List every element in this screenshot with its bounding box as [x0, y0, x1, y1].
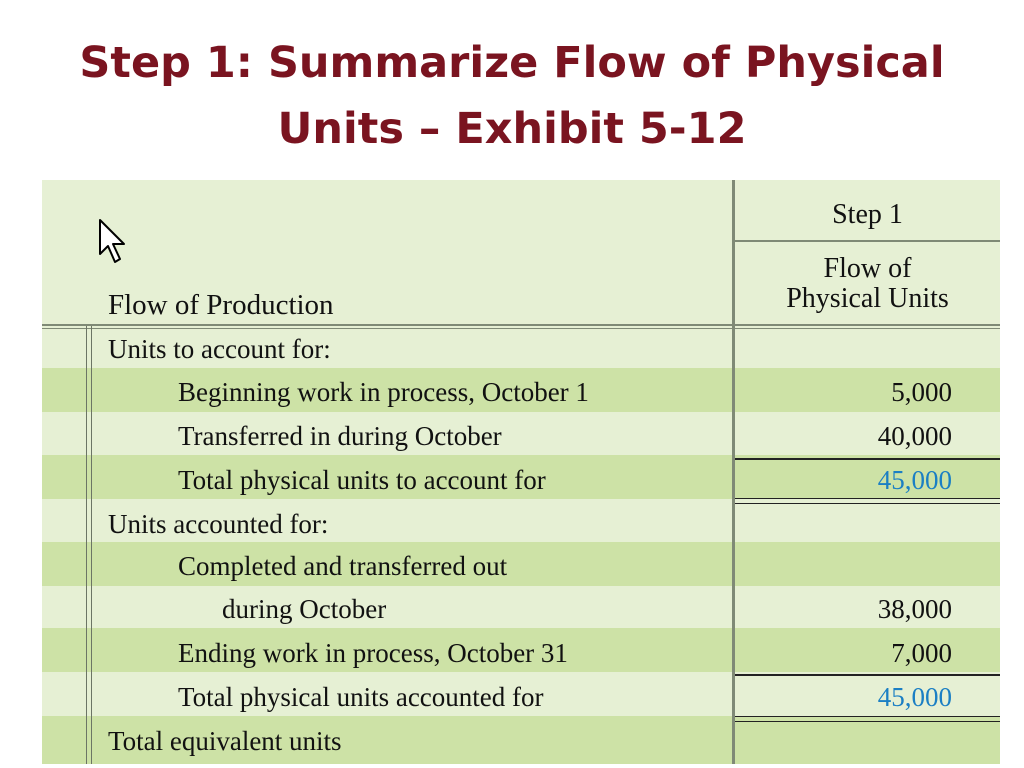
- row-label-total-to-account: Total physical units to account for: [178, 465, 546, 495]
- row-label-units-accounted: Units accounted for:: [108, 509, 329, 539]
- column-header: [735, 254, 1000, 314]
- total-double-rule-1: [735, 498, 1000, 499]
- row-value-transferred-in: 40,000: [877, 421, 952, 451]
- row-value-total-accounted: 45,000: [877, 682, 952, 712]
- row-value-ending-wip: 7,000: [891, 638, 952, 668]
- row-label-completed-transferred: Completed and transferred out: [178, 551, 508, 581]
- row-label-ending-wip: Ending work in process, October 31: [178, 638, 568, 668]
- subtotal-rule: [735, 458, 1000, 460]
- slide-title: [0, 30, 1024, 162]
- row-label-total-equivalent: Total equivalent units: [108, 726, 342, 756]
- slide-title-line-1: Step 1: Summarize Flow of Physical: [79, 38, 945, 88]
- left-rule: [86, 326, 87, 764]
- row-label-transferred-in: Transferred in during October: [178, 421, 502, 451]
- header-bottom-rule-2: [42, 328, 1000, 329]
- row-value-beginning-wip: 5,000: [891, 377, 952, 407]
- subtotal-rule: [735, 674, 1000, 676]
- flow-of-production-header: Flow of Production: [108, 289, 334, 321]
- total-double-rule-2: [735, 503, 1000, 504]
- step-header: Step 1: [832, 199, 903, 230]
- header-divider: [734, 240, 1000, 242]
- column-header-line-2: Physical Units: [786, 283, 949, 314]
- exhibit-table: [42, 180, 1000, 764]
- row-value-during-october: 38,000: [877, 594, 952, 624]
- row-label-units-to-account: Units to account for:: [108, 334, 331, 364]
- total-double-rule-1: [735, 716, 1000, 717]
- row-value-total-to-account: 45,000: [877, 465, 952, 495]
- row-label-total-accounted: Total physical units accounted for: [178, 682, 544, 712]
- column-header-line-1: Flow of: [823, 253, 912, 284]
- mouse-pointer-icon: [98, 218, 128, 270]
- row-label-during-october: during October: [222, 594, 387, 624]
- total-double-rule-2: [735, 721, 1000, 722]
- slide-title-line-2: Units – Exhibit 5-12: [277, 104, 747, 154]
- header-bottom-rule: [42, 324, 1000, 326]
- row-label-beginning-wip: Beginning work in process, October 1: [178, 377, 589, 407]
- left-rule-2: [91, 326, 92, 764]
